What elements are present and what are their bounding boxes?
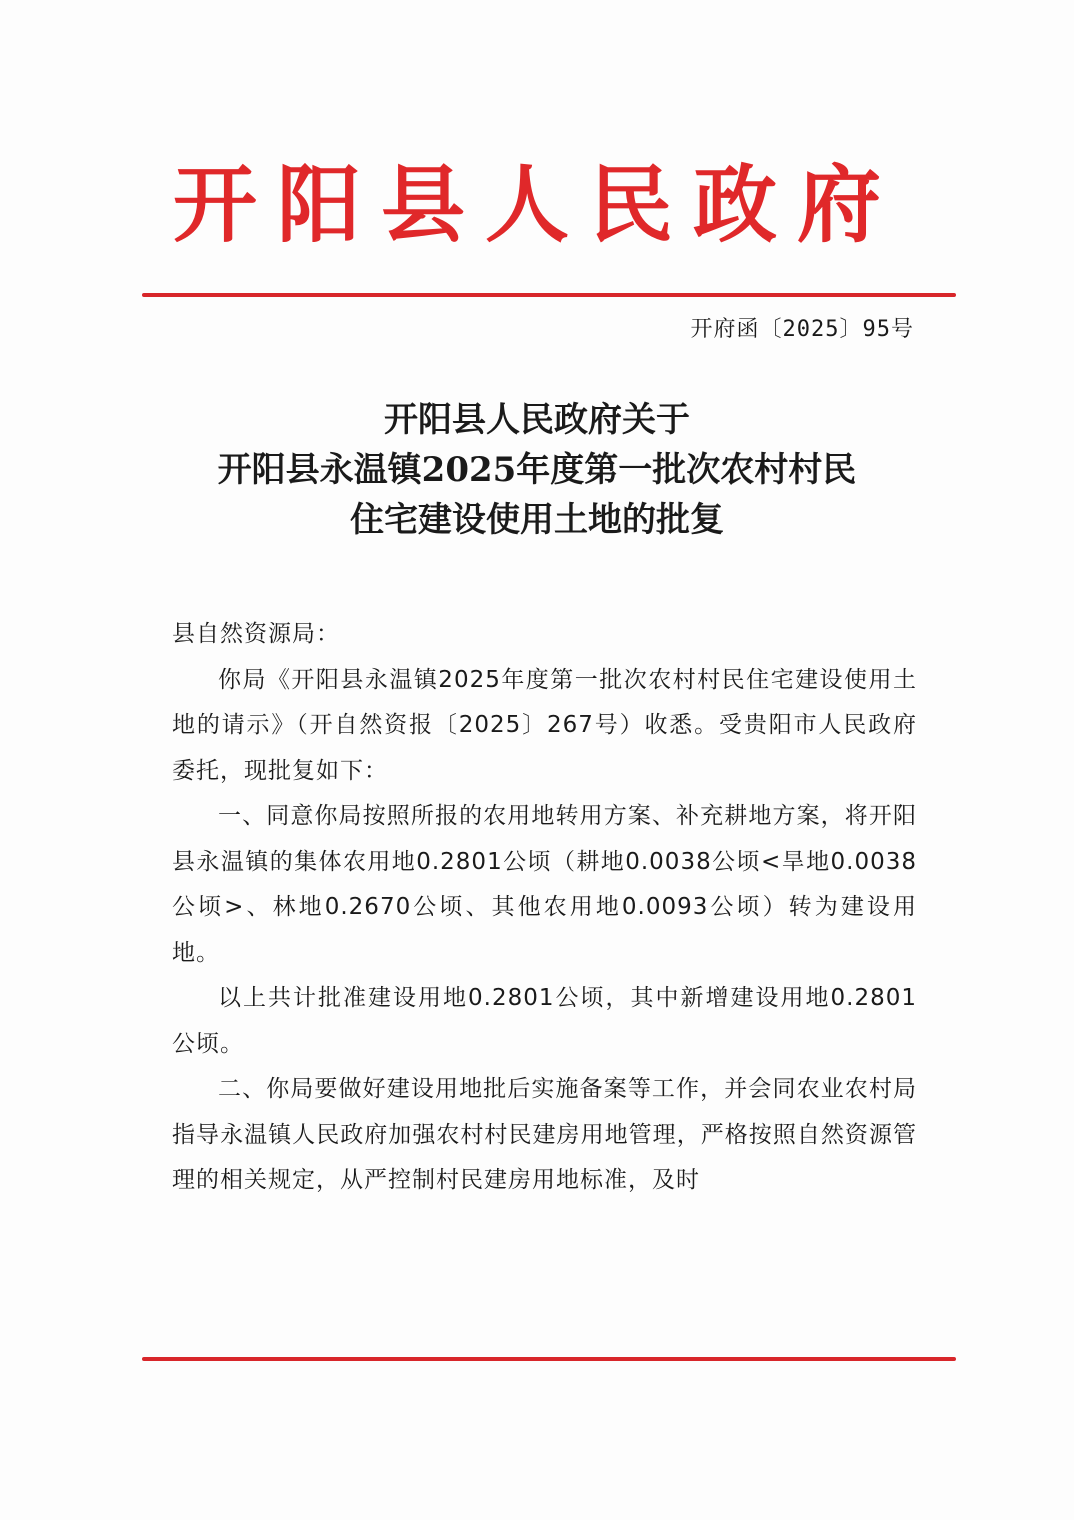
title-line-2: 开阳县永温镇2025年度第一批次农村村民 [217,450,857,490]
title-line-3: 住宅建设使用土地的批复 [350,500,724,540]
body-paragraph: 一、同意你局按照所报的农用地转用方案、补充耕地方案，将开阳县永温镇的集体农用地0.2801公顷（耕地0.0038公顷<旱地0.0038公顷>、林地0.2670公顷、其他农用地0.0093公顷）转为建设用地。 [172,803,917,966]
issuer-masthead: 开阳县人民政府 [172,155,901,254]
title-line-1: 开阳县人民政府关于 [384,400,690,440]
header-red-rule [142,293,956,297]
document-number: 开府函〔2025〕95号 [690,317,914,342]
salutation: 县自然资源局： [172,621,340,647]
body-paragraph: 以上共计批准建设用地0.2801公顷，其中新增建设用地0.2801公顷。 [172,985,917,1057]
footer-red-rule [142,1357,956,1361]
document-body [172,612,917,1204]
document-title [0,395,1074,545]
body-paragraph: 二、你局要做好建设用地批后实施备案等工作，并会同农业农村局指导永温镇人民政府加强农村村民建房用地管理，严格按照自然资源管理的相关规定，从严控制村民建房用地标准，及时 [172,1076,917,1193]
body-paragraph: 你局《开阳县永温镇2025年度第一批次农村村民住宅建设使用土地的请示》（开自然资报〔2025〕267号）收悉。受贵阳市人民政府委托，现批复如下： [172,666,917,784]
